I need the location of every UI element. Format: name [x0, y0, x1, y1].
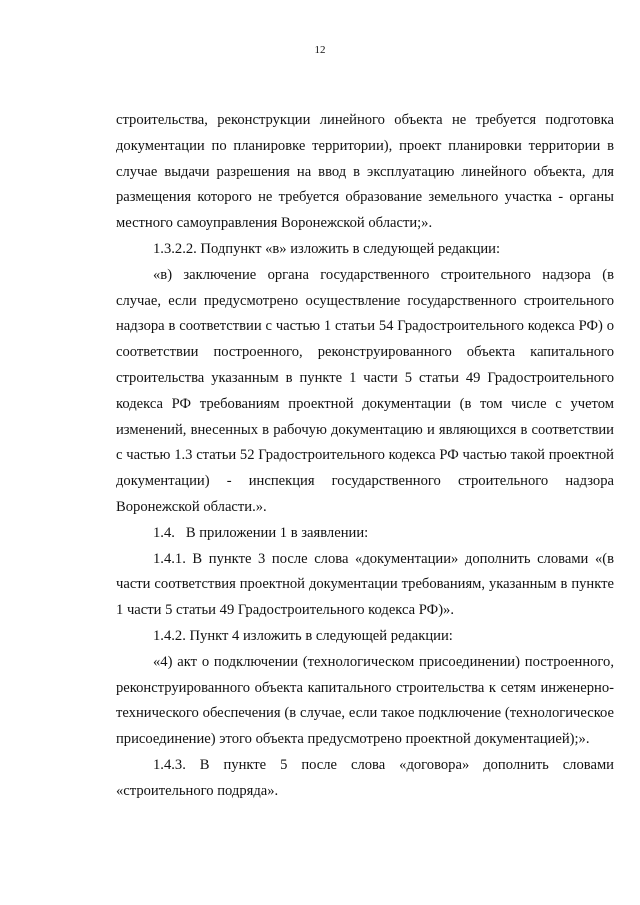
page-number: 12	[314, 44, 326, 56]
document-body	[116, 108, 614, 805]
paragraph-1-4: 1.4. В приложении 1 в заявлении:	[153, 524, 369, 541]
paragraph-subpoint-v: «в) заключение органа государственного строительного надзора (в случае, если предусмотрено осуществление государственного строительного надзора в соответствии с частью 1 статьи 54 Градостроительного кодекса РФ) о соответствии построенного, реконструированного объекта капитального строительства указанным в пункте 1 части 5 статьи 49 Градостроительного кодекса РФ требованиям проектной документации (в том числе с учетом изменений, внесенных в рабочую документацию и являющихся в соответствии с частью 1.3 статьи 52 Градостроительного кодекса РФ частью такой проектной документации) - инспекция государственного строительного надзора Воронежской области.».	[116, 266, 614, 515]
paragraph-1-4-3: 1.4.3. В пункте 5 после слова «договора» дополнить словами «строительного подряда».	[116, 756, 614, 799]
paragraph-point-4: «4) акт о подключении (технологическом присоединении) построенного, реконструированного объекта капитального строительства к сетям инженерно-технического обеспечения (в случае, если такое подключение (технологическое присоединение) этого объекта предусмотрено проектной документацией);».	[116, 653, 614, 748]
paragraph-1-3-2-2: 1.3.2.2. Подпункт «в» изложить в следующей редакции:	[153, 240, 501, 257]
paragraph-1-4-1: 1.4.1. В пункте 3 после слова «документации» дополнить словами «(в части соответствия проектной документации требованиям, указанным в пункте 1 части 5 статьи 49 Градостроительного кодекса РФ)».	[116, 550, 614, 619]
paragraph-continuation: строительства, реконструкции линейного объекта не требуется подготовка документации по планировке территории), проект планировки территории в случае выдачи разрешения на ввод в эксплуатацию линейного объекта, для размещения которого не требуется образование земельного участка - органы местного самоуправления Воронежской области;».	[116, 112, 614, 232]
paragraph-1-4-2: 1.4.2. Пункт 4 изложить в следующей редакции:	[153, 627, 453, 644]
